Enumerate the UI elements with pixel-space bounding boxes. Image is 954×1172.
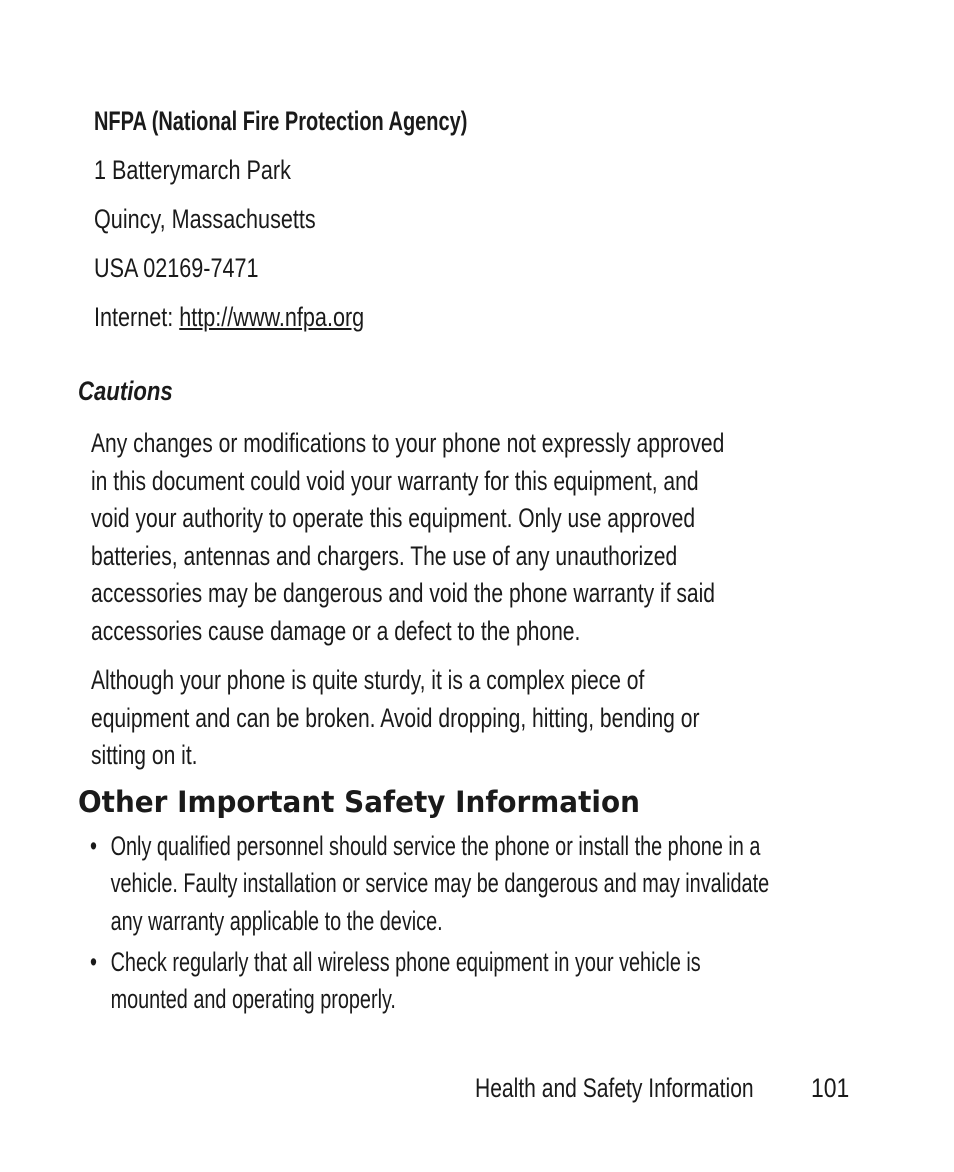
address-street: 1 Batterymarch Park	[94, 155, 291, 185]
safety-bullet-1	[90, 828, 825, 940]
paragraph-line: equipment and can be broken. Avoid dropping, hitting, bending or	[91, 702, 700, 733]
safety-bullet-2	[90, 944, 825, 1019]
paragraph-line: Any changes or modifications to your phone not expressly approved	[91, 428, 725, 458]
address-internet	[94, 302, 364, 333]
paragraph-line: batteries, antennas and chargers. The use of any unauthorized	[91, 540, 678, 571]
safety-section-heading: Other Important Safety Information	[78, 785, 640, 819]
paragraph-line: Although your phone is quite sturdy, it is a complex piece of	[91, 665, 645, 695]
paragraph-line: void your authority to operate this equipment. Only use approved	[91, 503, 696, 534]
bullet-line: vehicle. Faulty installation or service may be dangerous and may invalidate	[110, 868, 770, 899]
cautions-paragraph-1	[91, 425, 840, 651]
footer-section-title: Health and Safety Information	[475, 1073, 754, 1103]
paragraph-line: accessories cause damage or a defect to the phone.	[91, 615, 581, 646]
bullet-line: Only qualified personnel should service the phone or install the phone in a	[110, 831, 761, 861]
internet-label: Internet:	[94, 302, 180, 332]
organization-name: NFPA (National Fire Protection Agency)	[94, 106, 468, 136]
bullet-icon: •	[90, 831, 97, 861]
cautions-heading: Cautions	[78, 376, 173, 406]
bullet-line: any warranty applicable to the device.	[110, 905, 443, 936]
address-postal: USA 02169-7471	[94, 253, 259, 283]
paragraph-line: sitting on it.	[91, 740, 198, 771]
bullet-line: mounted and operating properly.	[110, 984, 396, 1015]
cautions-paragraph-2	[91, 662, 840, 775]
paragraph-line: in this document could void your warranty for this equipment, and	[91, 465, 699, 496]
bullet-icon: •	[90, 947, 97, 977]
page-number: 101	[811, 1073, 850, 1103]
nfpa-link[interactable]: http://www.nfpa.org	[179, 302, 365, 332]
address-city: Quincy, Massachusetts	[94, 204, 316, 234]
paragraph-line: accessories may be dangerous and void the phone warranty if said	[91, 578, 715, 609]
bullet-line: Check regularly that all wireless phone equipment in your vehicle is	[110, 947, 701, 977]
